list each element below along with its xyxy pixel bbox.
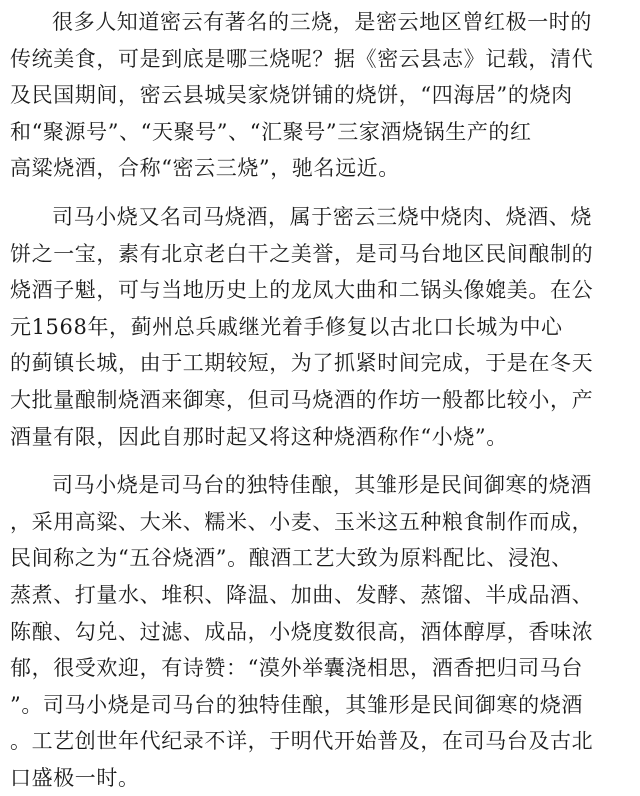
text-line: 烧酒子魁，可与当地历史上的龙凤大曲和二锅头像媲美。在公 [10,278,594,303]
text-line: 和“聚源号”、“天聚号”、“汇聚号”三家酒烧锅生产的红 [10,119,532,144]
text-line: 。工艺创世年代纪录不详，于明代开始普及，在司马台及古北 [10,729,594,754]
text-line: 大批量酿制烧酒来御寒，但司马烧酒的作坊一般都比较小，产 [10,387,594,412]
text-line: 高粱烧酒，合称“密云三烧”，驰名远近。 [10,156,400,181]
text-line: 口盛极一时。 [10,765,140,790]
text-line: 饼之一宝，素有北京老白干之美誉，是司马台地区民间酿制的 [10,241,594,266]
text-line: 及民国期间，密云县城吴家烧饼铺的烧饼，“四海居”的烧肉 [10,83,573,108]
paragraph-gap [10,455,632,467]
text-line: 陈酿、勾兑、过滤、成品，小烧度数很高，酒体醇厚，香味浓 [10,619,594,644]
text-line: 传统美食，可是到底是哪三烧呢？据《密云县志》记载，清代 [10,46,594,71]
paragraph-2 [10,199,632,455]
text-line: 酒量有限，因此自那时起又将这种烧酒称作“小烧”。 [10,424,508,449]
text-line: ”。司马小烧是司马台的独特佳酿，其雏形是民间御寒的烧酒 [10,692,583,717]
text-line: 司马小烧是司马台的独特佳酿，其雏形是民间御寒的烧酒 [52,473,592,498]
text-line: 很多人知道密云有著名的三烧，是密云地区曾红极一时的 [52,10,592,34]
paragraph-1 [10,4,632,187]
paragraph-3 [10,467,632,796]
paragraph-gap [10,187,632,199]
text-line: 郁，很受欢迎，有诗赞：“漠外举囊浇相思，酒香把归司马台 [10,656,583,681]
text-line: 民间称之为“五谷烧酒”。酿酒工艺大致为原料配比、浸泡、 [10,546,573,571]
text-line: 蒸煮、打量水、堆积、降温、加曲、发酵、蒸馏、半成品酒、 [10,582,594,607]
text-line: 的蓟镇长城，由于工期较短，为了抓紧时间完成，于是在冬天 [10,351,594,376]
text-line: ，采用高粱、大米、糯米、小麦、玉米这五种粮食制作而成， [10,509,594,534]
text-line: 元1568年，蓟州总兵戚继光着手修复以古北口长城为中心 [10,314,563,339]
text-line: 司马小烧又名司马烧酒，属于密云三烧中烧肉、烧酒、烧 [52,204,592,229]
